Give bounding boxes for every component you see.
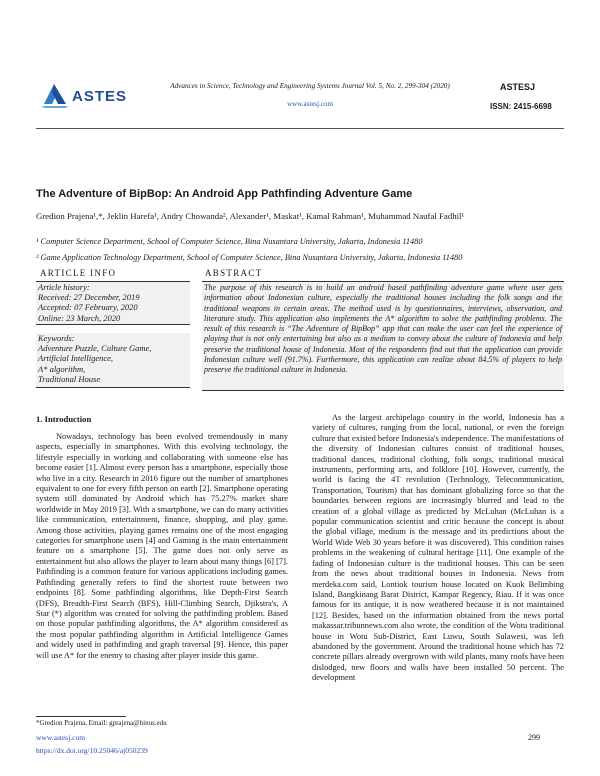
accepted-date: Accepted: 07 February, 2020 (38, 302, 138, 313)
doi-link[interactable]: https://dx.doi.org/10.25046/aj050239 (36, 746, 148, 755)
keyword-line: Traditional House (38, 373, 101, 384)
logo-mark-icon (42, 84, 68, 108)
body-column-left (36, 432, 288, 661)
journal-url-link[interactable]: www.astesj.com (287, 100, 333, 108)
page-number: 299 (528, 733, 540, 742)
header-divider (36, 128, 564, 129)
intro-paragraph-2: As the largest archipelago country in the world, Indonesia has a variety of cultures, ranging from the local, national, or even the foreign culture that existed before Indonesia's independence. The manifestations of the diversity of Indonesian cultures consist of traditional houses, traditional dances, traditional clothing, folk songs, traditional musical instruments, performing arts, and folklore [10]. However, currently, the world is facing the 4T revolution (Technology, Telecommunication, Transportation, Tourism) that has dominant globalizing force so that the boundaries between regions are increasingly blurred and lead to the creation of a global village as predicted by McLuhan (McLuhan is a popular communication scientist and critic because the concept is about the global village, medium is the message and its predictions about the World Wide Web 30 years before it was discovered). This condition raises problems in the weakening of cultural heritage [11]. One example of the fading of Indonesian culture is the traditional houses. This can be seen from the news about traditional houses in Indonesia. News from merdeka.com said, Lontiok tourism house located on Kuok Belimbing Island, Bangkinang Barat District, Kampar Regency, Riau. If it was once famous for its antique, it is now weathered because it is not maintained [12]. Besides, based on the information obtained from the news portal makassar.tribunnews.com also wrote, the condition of the Wotu traditional house in Wotu Sub-District, East Luwu, South Sulawesi, was left abandoned by the government. Around the traditional house which has 72 concrete pillars already overgrown with wild plants, many roofs have been dislodged, new floors and walls have been installed 50 percent. The development (312, 413, 564, 683)
abstract-text: The purpose of this research is to build an android based pathfinding adventure game where user gets information about Indonesian culture, especially the traditional houses including the folk songs and the traditional weapons in certain areas. The method used is by questionnaires, interviews, observation, and literature study. This application also implements the A* algorithm to solve the pathfinding problems. The result of this research is “The Adventure of BipBop” app that can make the user can feel the experience of playing that is not only entertaining but also as a medium to convey about the culture of Indonesia and help preserve the traditional house of Indonesia. Most of the respondents find out that the application can provide Indonesian culture well (91.7%). Furthermore, this application can realize about 84.5% of players to help preserve the traditional culture in Indonesia. (204, 283, 562, 375)
affiliation-2: ² Game Application Technology Department, School of Computer Science, Bina Nusantara University, Jakarta, Indonesia 11480 (36, 253, 463, 262)
astes-logo (40, 78, 140, 110)
keyword-line: A* algorithm, (38, 363, 86, 374)
keyword-line: Artificial Intelligence, (38, 353, 114, 364)
logo-text: ASTES (72, 88, 128, 105)
journal-abbrev: ASTESJ (500, 82, 536, 92)
author-list: Gredion Prajena¹,*, Jeklin Harefa¹, Andry Chowanda², Alexander¹, Maskat¹, Kamal Rahman¹, Muhammad Naufal Fadhil¹ (36, 211, 465, 221)
issn: ISSN: 2415-6698 (490, 102, 552, 111)
history-label: Article history: (38, 282, 90, 292)
received-date: Received: 27 December, 2019 (38, 292, 140, 303)
keywords-label: Keywords: (38, 333, 75, 343)
corresponding-author-footnote: *Gredion Prajena, Email: gprajena@binus.edu (36, 719, 167, 727)
online-date: Online: 23 March, 2020 (38, 312, 121, 323)
keywords-box (36, 333, 190, 388)
affiliation-1: ¹ Computer Science Department, School of Computer Science, Bina Nusantara University, Jakarta, Indonesia 11480 (36, 237, 423, 246)
article-history-box (36, 281, 190, 325)
footnote-divider (36, 716, 126, 717)
abstract-box (202, 281, 564, 391)
abstract-heading: ABSTRACT (205, 268, 263, 278)
paper-title: The Adventure of BipBop: An Android App Pathfinding Adventure Game (36, 188, 413, 200)
footer-site-link[interactable]: www.astesj.com (36, 733, 86, 742)
section-heading-introduction: 1. Introduction (36, 414, 92, 424)
body-column-right (312, 413, 564, 684)
keyword-line: Adventure Puzzle, Culture Game, (38, 343, 152, 354)
intro-paragraph-1: Nowadays, technology has been evolved tremendously in many aspects, especially in smartphones. With this evolving technology, the lifestyle especially in working and collaborating with someone else has become easier [1]. Almost every person has a smartphone, especially those who live in a city. Research in 2016 figure out the number of smartphones equivalent to one for every fifth person on earth [2]. Smartphone operating system still dominated by Android which has 75.27% market share worldwide in May 2019 [3]. With a smartphone, we can do many activities like communication, entertainment, finance, shopping, and play game. Among those activities, playing games remains one of the most engaging categories for smartphone users [4] and Gaming is the main entertainment feature on a smartphone [5]. The game does not only serve as entertainment but also allows the player to learn about many things [6] [7]. Pathfinding is a common feature for various applications including games. Pathfinding generally refers to find the shortest route between two endpoints [8]. Some pathfinding algorithms, like Depth-First Search (DFS), Breadth-First Search (BFS), Hill-Climbing Search, Djikstra's, A Star (*) algorithm was created for solving the pathfinding problem. Based on those popular pathfinding algorithms, the A* algorithm considered as the most popular pathfinding algorithm in Artificial Intelligence Games and widely used in pathfinding and graph traversal [9]. Hence, this paper will use A* for the enemy to chasing after player inside this game. (36, 432, 288, 660)
article-info-heading: ARTICLE INFO (40, 268, 117, 278)
journal-line: Advances in Science, Technology and Engineering Systems Journal Vol. 5, No. 2, 299-304 (2020) (170, 82, 450, 90)
